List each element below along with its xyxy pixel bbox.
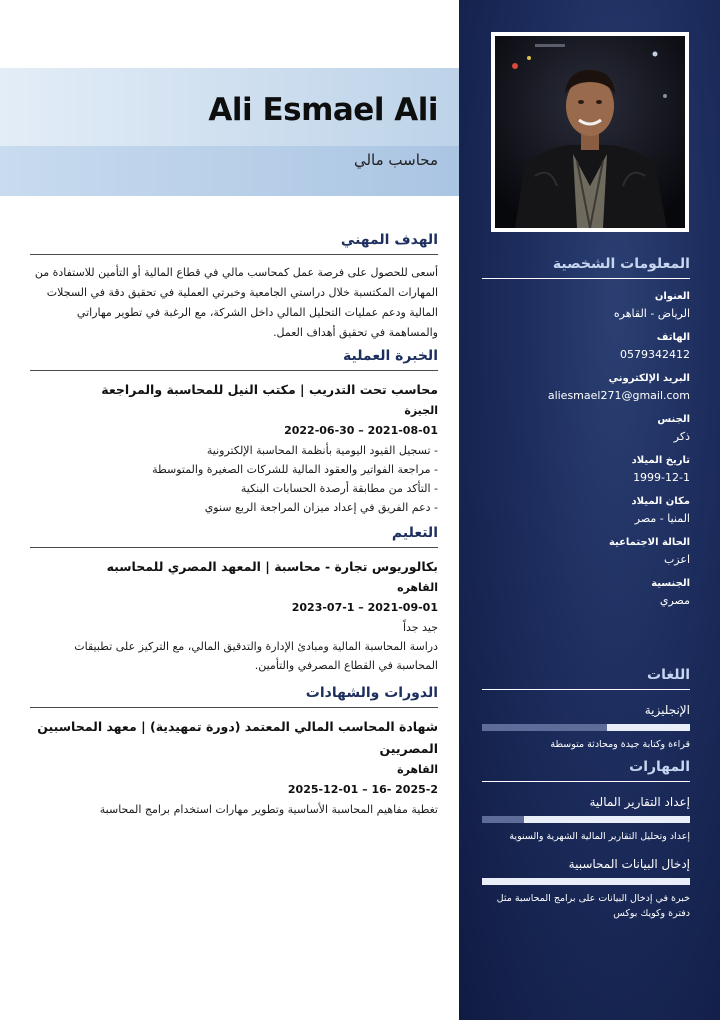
- experience-title: الخبرة العملية: [30, 348, 438, 371]
- education-section: [30, 525, 438, 675]
- marital-status-field: [482, 535, 690, 568]
- experience-task: - تسجيل القيود اليومية بأنظمة المحاسبة الإلكترونية: [206, 444, 438, 457]
- email-label: البريد الإلكتروني: [608, 373, 690, 384]
- education-dates: 2021-09-01 – 2023-07-1: [291, 601, 438, 614]
- birthdate-field: [482, 453, 690, 486]
- objective-section: [30, 232, 438, 343]
- profile-photo-image: [495, 36, 685, 228]
- email-field: [482, 371, 690, 404]
- nationality-value: مصري: [659, 594, 690, 607]
- skill-level-bar: [482, 878, 690, 885]
- skill-name: إعداد التقارير المالية: [589, 795, 690, 809]
- language-description: قراءة وكتابة جيدة ومحادثة متوسطة: [550, 739, 690, 750]
- course-description: تغطية مفاهيم المحاسبة الأساسية وتطوير مهارات استخدام برامج المحاسبة: [99, 803, 438, 816]
- education-location: القاهره: [397, 581, 438, 594]
- experience-entry: [30, 379, 438, 517]
- objective-title: الهدف المهني: [30, 232, 438, 255]
- course-entry: [30, 716, 438, 819]
- experience-task: - دعم الفريق في إعداد ميزان المراجعة الربع سنوي: [204, 501, 438, 514]
- address-label: العنوان: [654, 291, 690, 302]
- skills-title: المهارات: [482, 759, 690, 782]
- skills-section: [482, 759, 690, 921]
- job-title: محاسب مالي: [353, 151, 438, 169]
- phone-label: الهاتف: [656, 332, 690, 343]
- personal-info-title: المعلومات الشخصية: [482, 256, 690, 279]
- experience-role: محاسب تحت التدريب | مكتب النيل للمحاسبة والمراجعة: [101, 382, 438, 397]
- education-entry: [30, 556, 438, 675]
- experience-task: - التأكد من مطابقة أرصدة الحسابات البنكية: [240, 482, 438, 495]
- objective-text: أسعى للحصول على فرصة عمل كمحاسب مالي في قطاع المالية أو التأمين للاستفادة من المهارات المكتسبة خلال دراستي الجامعية وخبرتي العملية في تحقيق دقة في السجلات المالية ودعم عمليات التحليل المالي داخل الشركة، مع الرغبة في تطوير مهاراتي والمساهمة في تحقيق أهداف العمل.: [34, 266, 438, 339]
- skill-level-bar: [482, 816, 690, 823]
- experience-location: الجيزة: [404, 404, 438, 417]
- personal-info-section: [482, 256, 690, 617]
- candidate-name: Ali Esmael Ali: [208, 92, 438, 128]
- header-band: [0, 68, 470, 196]
- birthplace-field: [482, 494, 690, 527]
- skill-description: خبرة في إدخال البيانات على برامج المحاسبة مثل دفترة وكويك بوكس: [496, 893, 690, 919]
- language-level-bar: [482, 724, 690, 731]
- experience-section: [30, 348, 438, 517]
- marital-status-label: الحالة الاجتماعية: [608, 537, 690, 548]
- education-degree: بكالوريوس تجارة - محاسبة | المعهد المصري للمحاسبه: [106, 559, 438, 574]
- birthplace-value: المنيا - مصر: [634, 512, 690, 525]
- courses-section: [30, 685, 438, 819]
- email-value: aliesmael271@gmail.com: [547, 389, 690, 402]
- nationality-field: [482, 576, 690, 609]
- gender-label: الجنس: [657, 414, 690, 425]
- skill-level-fill: [482, 816, 524, 823]
- language-name: الإنجليزية: [644, 703, 690, 717]
- experience-dates: 2021-08-01 – 2022-06-30: [284, 424, 438, 437]
- experience-task: - مراجعة الفواتير والعقود المالية للشركات الصغيرة والمتوسطة: [152, 463, 438, 476]
- languages-section: [482, 667, 690, 752]
- birthdate-value: 1999-12-1: [633, 471, 690, 484]
- skill-name: إدخال البيانات المحاسبية: [568, 857, 690, 871]
- address-field: [482, 289, 690, 322]
- phone-value: 0579342412: [620, 348, 690, 361]
- education-title: التعليم: [30, 525, 438, 548]
- course-dates: 2025-2 -16 – 2025-12-01: [287, 783, 438, 796]
- address-value: الرياض - القاهره: [613, 307, 690, 320]
- birthplace-label: مكان الميلاد: [631, 496, 690, 507]
- course-location: القاهرة: [397, 763, 438, 776]
- phone-field: [482, 330, 690, 363]
- marital-status-value: اعزب: [663, 553, 690, 566]
- profile-photo: [491, 32, 689, 232]
- language-level-fill: [482, 724, 607, 731]
- education-grade: جيد جداً: [402, 621, 438, 634]
- skill-description: إعداد وتحليل التقارير المالية الشهرية والسنوية: [509, 831, 690, 842]
- course-name: شهادة المحاسب المالي المعتمد (دورة تمهيدية) | معهد المحاسبين المصريين: [37, 719, 438, 756]
- gender-value: ذكر: [673, 430, 690, 443]
- nationality-label: الجنسية: [651, 578, 690, 589]
- languages-title: اللغات: [482, 667, 690, 690]
- gender-field: [482, 412, 690, 445]
- courses-title: الدورات والشهادات: [30, 685, 438, 708]
- birthdate-label: تاريخ الميلاد: [631, 455, 690, 466]
- education-description: دراسة المحاسبة المالية ومبادئ الإدارة والتدقيق المالي، مع التركيز على تطبيقات المحاسبة في القطاع المصرفي والتأمين.: [74, 640, 438, 672]
